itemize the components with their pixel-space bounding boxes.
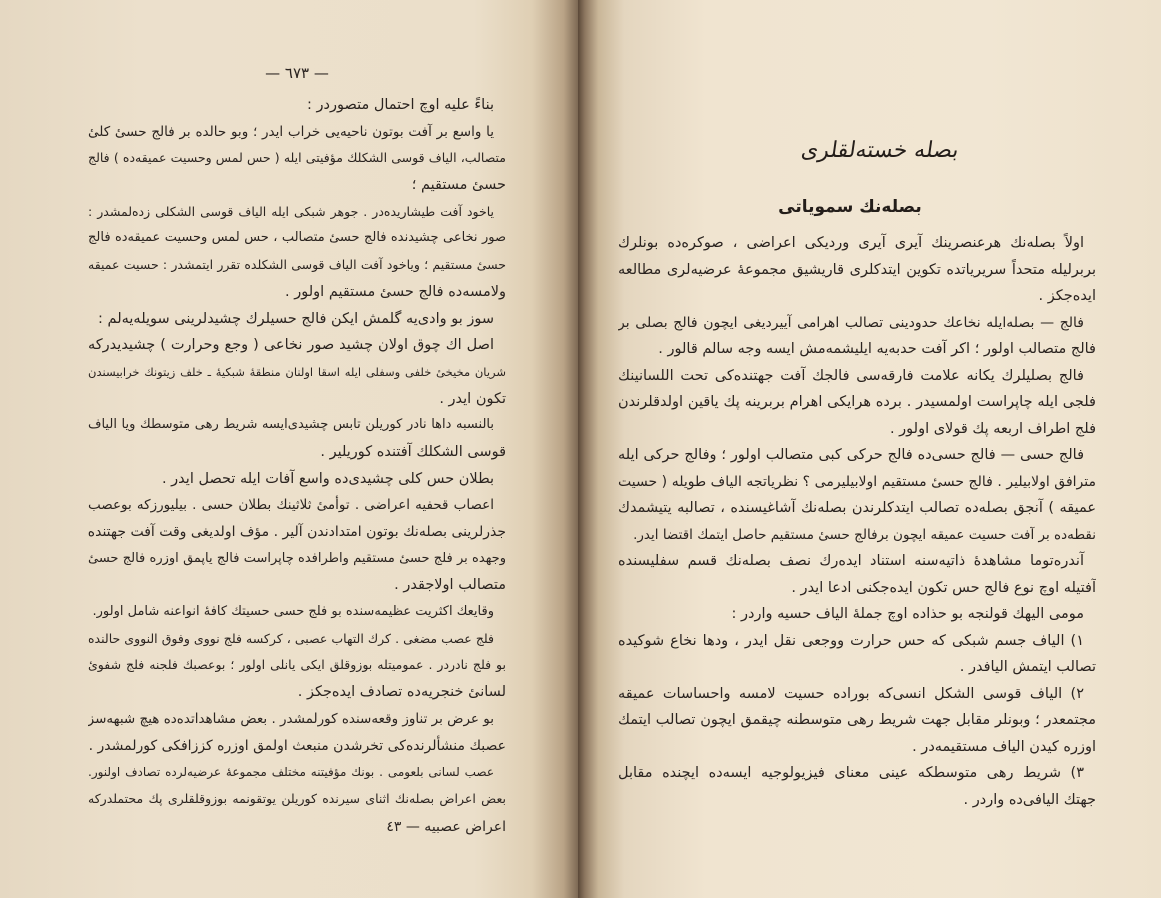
text-line: وجهده بر فلج حسیٔ مستقیم واطرافده چاپراست فالج یاپمق اوزره فالج حسیٔ	[88, 550, 506, 566]
text-line: مجتمعدر ؛ وبونلر مقابل جهت شریط رهی متوسطنه چیقمق ایچون تصالب ایتمك	[618, 712, 1096, 728]
page-number: — ٦٧٣ —	[265, 64, 329, 82]
text-line: عصبك منشألرنده‌کی تخرشدن منبعث اولمق اوزره کززافکی کورلمشدر .	[88, 737, 506, 754]
text-line: سوز بو وادی‌یه گلمش ایکن فالج حسیلرك چشیدلرینی سویله‌یه‌لم :	[98, 310, 494, 327]
text-line: فلج اطراف اربعه پك قولای اولور .	[889, 420, 1096, 437]
text-line: فلجی ایله چاپراست اولمسیدر . برده هرایکی اهرام بربرینه پك یاقین اولدقلرندن	[618, 394, 1096, 410]
text-line: بناءً علیه اوچ احتمال متصوردر :	[307, 97, 494, 113]
text-line: یا واسع بر آفت بوتون ناحیه‌یی خراب ایدر ؛ وبو حالده بر فالج حسیٔ کلیٔ	[88, 123, 494, 140]
text-line: ٢) الیاف قوسی الشکل انسی‌که بوراده حسیت لامسه واحساسات عمیقه	[618, 685, 1084, 702]
text-line: وقایعك اکثریت عظیمه‌سنده بو فلج حسی حسیتك کافهٔ انواعنه شامل اولور.	[92, 604, 494, 620]
left-page-text	[88, 92, 506, 813]
text-line: صور نخاعی چشیدنده فالج حسیٔ متصالب ، حس لمس وحسیت عمیقه‌ده فالج	[88, 230, 506, 246]
text-line: ایده‌جکز .	[1038, 288, 1096, 304]
text-line: حسیٔ مستقیم ؛	[411, 177, 506, 194]
text-line: مومی الیهك قولنجه بو حذاده اوچ جملهٔ الیاف حسیه واردر :	[731, 606, 1084, 622]
text-line: فلج عصب مضغی . کرك التهاب عصبی ، کرکسه فلج نووی وفوق النووی حالنده	[88, 630, 494, 646]
text-line: تصالب ایتمش الیافدر .	[959, 659, 1096, 675]
text-line: بعض اعراض بصله‌نك اثنای سیرنده کوریلن یوتقونمه بوزوقلقلری پك محتملدرکه	[88, 790, 506, 806]
chapter-title: بصله‌نك سمویاتی	[778, 197, 922, 217]
text-line: حسیٔ مستقیم ؛ ویاخود آفت الیاف قوسی الشکلده تقرر ایتمشدر : حسیت عمیقه	[88, 257, 506, 273]
text-line: مترافق اولابیلیر . فالج حسیٔ مستقیم اولابیلیرمی ؟ نظریاتجه الیاف طویله ( حسیت	[618, 473, 1096, 490]
section-heading: بصله خسته‌لقلری	[799, 138, 961, 163]
text-line: اوزره کیدن الیاف مستقیمه‌در .	[912, 738, 1096, 755]
text-line: آفتیله اوچ نوع فالج حس تکون ایده‌جکنی ادعا ایدر .	[791, 579, 1096, 596]
text-line: آندره‌توما مشاهدهٔ ذاتیه‌سنه استناد ایده‌رك نصف بصله‌نك قسم سفلیسنده	[618, 553, 1084, 569]
text-line: بو فلج نادردر . عمومیتله بوزوقلق ایکی یانلی اولور ؛ بوعصبك فلجنه فلج شفویٔ	[88, 657, 506, 673]
printer-signature: اعراض عصبیه — ٤٣	[386, 819, 506, 835]
text-line: فالج متصالب اولور ؛ اکر آفت حدبه‌یه ایلیشمه‌مش ایسه وجه سالم قالور .	[658, 341, 1096, 357]
text-line: نقطه‌ده بر آفت حسیت عمیقه ایچون برفالج حسیٔ مستقیم حاصل ایتمك اقتضا ایدر.	[633, 526, 1096, 543]
left-page	[0, 0, 578, 898]
text-line: اصل اك چوق اولان چشید صور نخاعی ( وجع وحرارت ) چشیدیدرکه	[88, 337, 494, 354]
text-line: بربرلیله متحداً سریریاتده تکوین ایتدکلری قاریشیق مجموعهٔ عرضیه‌لری مطالعه	[618, 261, 1096, 278]
text-line: بو عرض بر تناوز وقعه‌سنده کورلمشدر . بعض مشاهداتده‌ده هیچ شبهه‌سز	[88, 710, 494, 727]
text-line: ولامسه‌ده فالج حسیٔ مستقیم اولور .	[285, 283, 506, 300]
text-line: عمیقه ) آنجق بصله‌ده تصالب ایتدکلرندن بصله‌نك آشاغیسنده ، تصالبه یتیشمدك	[618, 500, 1096, 516]
text-line: ١) الیاف جسم شبکی که حس حرارت ووجعی نقل ایدر ، ودها نخاع شوکیده	[618, 632, 1084, 649]
text-line: فالج بصلیلرك یکانه علامت فارقه‌سی فالجك آفت جهتنده‌کی تحت اللسانینك	[618, 367, 1084, 384]
text-line: متصالب، الیاف قوسی الشکلك مؤفیتی ایله ( حس لمس وحسیت عمیقه‌ده ) فالج	[88, 150, 506, 166]
text-line: اعصاب قحفیه اعراضی . توأمیٔ ثلاثینك بطلان حسی . بیلیورزکه بوعصب	[88, 497, 494, 514]
text-line: تکون ایدر .	[439, 390, 506, 407]
text-line: عصب لسانی بلعومی . بونك مؤفیتنه مختلف مجموعهٔ عرضیه‌لرده تصادف اولنور.	[88, 765, 494, 780]
text-line: جهتك الیافی‌ده واردر .	[963, 791, 1096, 808]
text-line: اولاً بصله‌نك هرعنصرینك آیری آیری وردیکی اعراضی ، صوکره‌ده بونلرك	[618, 235, 1084, 251]
text-line: فالج حسی — فالج حسی‌ده فالج حرکی کبی متصالب اولور ؛ وفالج حرکی ایله	[618, 447, 1084, 463]
text-line: لسانیٔ خنجریه‌ده تصادف ایده‌جکز .	[297, 684, 506, 701]
text-line: شریان مخیخیٔ خلفی وسفلی ایله اسقا اولنان منطقهٔ شبکیهٔ ـ خلف زیتونك خرابیسندن	[88, 364, 506, 379]
text-line: یاخود آفت طیشاریده‌در . جوهر شبکی ایله الیاف قوسی الشکلی زده‌لمشدر :	[88, 203, 494, 219]
right-page-text	[618, 230, 1096, 813]
text-line: متصالب اولاجقدر .	[394, 577, 506, 594]
text-line: ٣) شریط رهی متوسطکه عینی معنای فیزیولوجیه ایسه‌ده ایچنده مقابل	[618, 765, 1084, 781]
text-line: جذرلرینی بصله‌نك بوتون امتدادندن آلیر . مؤف اولدیغی وقت آفت جهتنده	[88, 524, 506, 540]
text-line: بالنسبه داها نادر کوریلن تابس چشیدی‌ایسه شریط رهی متوسطك ویا الیاف	[88, 417, 494, 433]
text-line: قوسی الشکلك آفتنده کوریلیر .	[320, 443, 506, 460]
text-line: بطلان حس کلی چشیدی‌ده واسع آفات ایله تحصل ایدر .	[161, 470, 494, 487]
text-line: فالج — بصله‌ایله نخاعك حدودینی تصالب اهرامی آییردیغی ایچون فالج بصلی بر	[618, 314, 1084, 331]
